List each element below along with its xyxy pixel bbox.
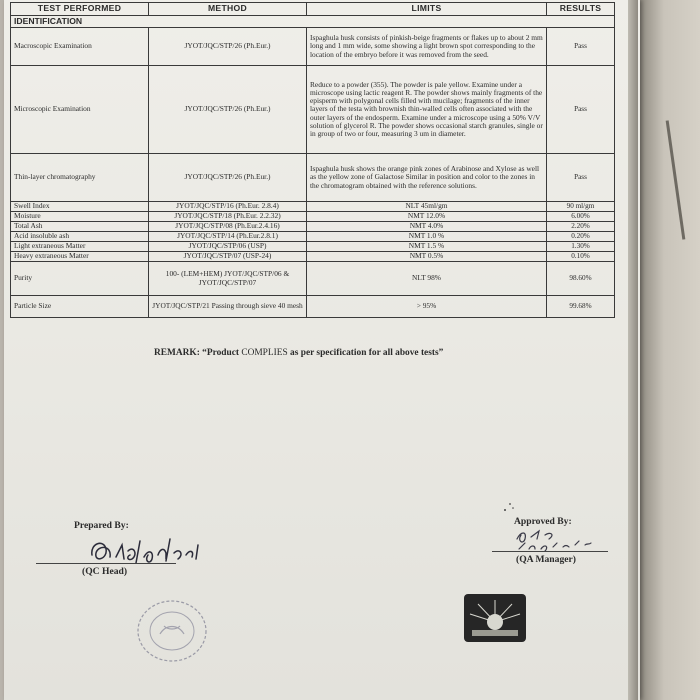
test-limits: Ispaghula husk consists of pinkish-beige fragments or flakes up to about 2 mm long and 1 mm wide, some showing a light brown spot corresponding to the location of the embryo before it was removed from the seed.: [307, 28, 547, 66]
ink-specks: [502, 500, 516, 516]
test-limits: NMT 0.5%: [307, 252, 547, 262]
header-method: METHOD: [149, 3, 307, 16]
test-method: JYOT/JQC/STP/14 (Ph.Eur.2.8.1): [149, 232, 307, 242]
test-name: Macroscopic Examination: [11, 28, 149, 66]
test-result: 0.20%: [547, 232, 615, 242]
table-row: [11, 296, 615, 318]
test-result: Pass: [547, 28, 615, 66]
test-limits: NMT 1.0 %: [307, 232, 547, 242]
prepared-by-label: Prepared By:: [74, 520, 129, 531]
remark-statement: [154, 348, 443, 358]
test-result: 99.68%: [547, 296, 615, 318]
approved-by-label: Approved By:: [514, 516, 572, 527]
remark-complies: COMPLIES: [241, 348, 288, 358]
test-limits: > 95%: [307, 296, 547, 318]
table-row: [11, 202, 615, 212]
test-result: 2.20%: [547, 222, 615, 232]
test-method: JYOT/JQC/STP/18 (Ph.Eur. 2.2.32): [149, 212, 307, 222]
company-seal-stamp: [132, 596, 212, 666]
table-header-row: [11, 3, 615, 16]
test-result: Pass: [547, 66, 615, 154]
remark-label: REMARK:: [154, 348, 200, 358]
test-name: Purity: [11, 262, 149, 296]
test-name: Heavy extraneous Matter: [11, 252, 149, 262]
background-wall: [640, 0, 700, 700]
test-result: 1.30%: [547, 242, 615, 252]
test-name: Total Ash: [11, 222, 149, 232]
remark-text-c: as per specification for all above tests”: [287, 348, 444, 358]
test-name: Thin-layer chromatography: [11, 154, 149, 202]
test-limits: NMT 4.0%: [307, 222, 547, 232]
test-method: JYOT/JQC/STP/26 (Ph.Eur.): [149, 28, 307, 66]
test-method: JYOT/JQC/STP/16 (Ph.Eur. 2.8.4): [149, 202, 307, 212]
test-limits: Ispaghula husk shows the orange pink zones of Arabinose and Xylose as well as the yellow zone of Galactose Similar in position and color to the zones in the chromatogram obtained with the reference solutions.: [307, 154, 547, 202]
test-result: 98.60%: [547, 262, 615, 296]
table-row: [11, 242, 615, 252]
header-results: RESULTS: [547, 3, 615, 16]
table-row: [11, 66, 615, 154]
test-name: Particle Size: [11, 296, 149, 318]
header-test-performed: TEST PERFORMED: [11, 3, 149, 16]
test-limits: NLT 45ml/gm: [307, 202, 547, 212]
test-method: JYOT/JQC/STP/21 Passing through sieve 40 mesh: [149, 296, 307, 318]
document-sheet: [4, 0, 640, 700]
test-name: Swell Index: [11, 202, 149, 212]
test-limits: NLT 98%: [307, 262, 547, 296]
qa-manager-label: (QA Manager): [516, 554, 576, 565]
test-name: Moisture: [11, 212, 149, 222]
test-method: JYOT/JQC/STP/26 (Ph.Eur.): [149, 154, 307, 202]
test-method: JYOT/JQC/STP/08 (Ph.Eur.2.4.16): [149, 222, 307, 232]
test-method: JYOT/JQC/STP/07 (USP-24): [149, 252, 307, 262]
test-name: Acid insoluble ash: [11, 232, 149, 242]
table-row: [11, 232, 615, 242]
test-result: 90 ml/gm: [547, 202, 615, 212]
qc-signature-line: [36, 563, 176, 564]
qa-signature-line: [492, 551, 608, 552]
test-result: 0.10%: [547, 252, 615, 262]
paper-edge-shadow: [628, 0, 638, 700]
approved-signature: [509, 523, 599, 553]
test-limits: Reduce to a powder (355). The powder is pale yellow. Examine under a microscope using lactic reagent R. The powder shows mainly fragments of the episperm with polygonal cells filled with mucilage; fragments of the inner layers of the testa with brownish thin-walled cells often associated with the outer layers of the endosperm. Examine under a microscope using a 50% V/V solution of glycerol R. The powder shows occasional starch granules, single or in group of two or four, measuring 3 um in diameter.: [307, 66, 547, 154]
remark-text-a: “Product: [202, 348, 242, 358]
test-name: Light extraneous Matter: [11, 242, 149, 252]
qc-head-label: (QC Head): [82, 566, 128, 577]
test-result: 6.00%: [547, 212, 615, 222]
table-row: [11, 262, 615, 296]
test-results-table: [10, 2, 615, 318]
table-row: [11, 154, 615, 202]
header-limits: LIMITS: [307, 3, 547, 16]
test-result: Pass: [547, 154, 615, 202]
test-name: Microscopic Examination: [11, 66, 149, 154]
table-row: [11, 222, 615, 232]
test-method: 100- (LEM+HEM) JYOT/JQC/STP/06 & JYOT/JQC/STP/07: [149, 262, 307, 296]
section-identification: IDENTIFICATION: [11, 16, 615, 28]
wall-crack: [666, 120, 686, 239]
test-limits: NMT 12.0%: [307, 212, 547, 222]
test-method: JYOT/JQC/STP/26 (Ph.Eur.): [149, 66, 307, 154]
test-limits: NMT 1.5 %: [307, 242, 547, 252]
table-row: [11, 212, 615, 222]
section-row: [11, 16, 615, 28]
certification-logo: [462, 592, 528, 644]
table-row: [11, 252, 615, 262]
test-method: JYOT/JQC/STP/06 (USP): [149, 242, 307, 252]
table-row: [11, 28, 615, 66]
